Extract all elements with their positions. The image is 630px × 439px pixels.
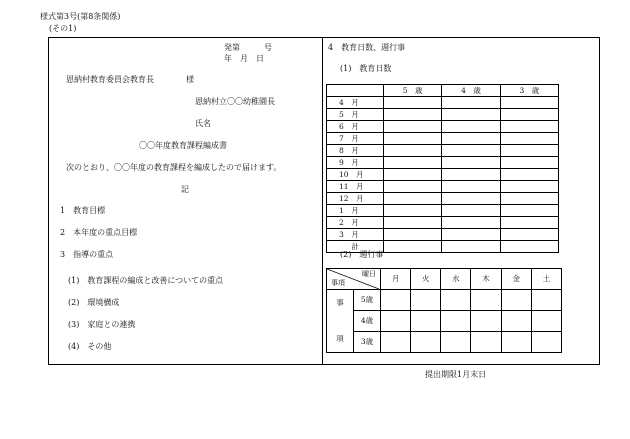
input-cell[interactable] <box>381 332 411 353</box>
input-cell[interactable] <box>500 229 558 241</box>
input-cell[interactable] <box>500 181 558 193</box>
input-cell[interactable] <box>500 169 558 181</box>
age-cell: 3歳 <box>354 332 381 353</box>
input-cell[interactable] <box>442 97 500 109</box>
row-group-bottom: 項 <box>336 334 344 343</box>
table-row <box>327 97 559 109</box>
document-title: 〇〇年度教育課程編成書 <box>139 141 227 150</box>
input-cell[interactable] <box>384 133 442 145</box>
input-cell[interactable] <box>500 241 558 253</box>
input-cell[interactable] <box>501 290 531 311</box>
day-header: 土 <box>531 269 561 290</box>
input-cell[interactable] <box>500 121 558 133</box>
input-cell[interactable] <box>442 169 500 181</box>
sub-item-environment: (2) 環境構成 <box>68 298 120 307</box>
table-row <box>327 229 559 241</box>
days-title: (1) 教育日数 <box>340 64 392 73</box>
input-cell[interactable] <box>411 290 441 311</box>
table-row <box>327 205 559 217</box>
issue-date: 年 月 日 <box>224 54 264 63</box>
row-group-label <box>327 290 354 353</box>
table-row <box>327 193 559 205</box>
input-cell[interactable] <box>531 290 561 311</box>
input-cell[interactable] <box>471 332 501 353</box>
body-text: 次のとおり、〇〇年度の教育課程を編成したので届けます。 <box>66 163 282 172</box>
month-cell: 3 月 <box>327 229 384 241</box>
month-cell: 8 月 <box>327 145 384 157</box>
month-cell: 4 月 <box>327 97 384 109</box>
corner-cell <box>327 269 381 290</box>
sender-name: 氏名 <box>195 119 211 128</box>
table-row <box>327 133 559 145</box>
day-header: 木 <box>471 269 501 290</box>
item-priority-goal: 2 本年度の重点目標 <box>60 228 138 237</box>
section-title: 4 教育日数、週行事 <box>328 43 406 52</box>
input-cell[interactable] <box>500 109 558 121</box>
table-row <box>327 157 559 169</box>
input-cell[interactable] <box>442 229 500 241</box>
input-cell[interactable] <box>442 133 500 145</box>
input-cell[interactable] <box>501 332 531 353</box>
input-cell[interactable] <box>442 181 500 193</box>
input-cell[interactable] <box>411 332 441 353</box>
weekly-events-table <box>326 268 562 353</box>
table-header-cell: 5 歳 <box>384 85 442 97</box>
input-cell[interactable] <box>442 241 500 253</box>
month-cell: 7 月 <box>327 133 384 145</box>
input-cell[interactable] <box>384 193 442 205</box>
table-header-cell: 3 歳 <box>500 85 558 97</box>
input-cell[interactable] <box>384 205 442 217</box>
table-row <box>327 121 559 133</box>
table-header-row <box>327 85 559 97</box>
input-cell[interactable] <box>442 145 500 157</box>
input-cell[interactable] <box>384 169 442 181</box>
input-cell[interactable] <box>500 157 558 169</box>
input-cell[interactable] <box>384 97 442 109</box>
month-cell: 9 月 <box>327 157 384 169</box>
education-days-table <box>326 84 559 253</box>
table-header-cell: 4 歳 <box>442 85 500 97</box>
input-cell[interactable] <box>384 229 442 241</box>
input-cell[interactable] <box>384 241 442 253</box>
month-cell: 6 月 <box>327 121 384 133</box>
input-cell[interactable] <box>442 109 500 121</box>
input-cell[interactable] <box>471 311 501 332</box>
input-cell[interactable] <box>441 311 471 332</box>
item-education-goal: 1 教育目標 <box>60 206 106 215</box>
input-cell[interactable] <box>381 311 411 332</box>
weekly-title: (2) 週行事 <box>340 250 384 259</box>
addressee: 恩納村教育委員会教育長 様 <box>66 75 194 84</box>
table-row <box>327 311 562 332</box>
table-header-cell <box>327 85 384 97</box>
input-cell[interactable] <box>384 157 442 169</box>
column-divider <box>322 37 323 365</box>
input-cell[interactable] <box>500 97 558 109</box>
input-cell[interactable] <box>442 193 500 205</box>
month-cell: 1 月 <box>327 205 384 217</box>
input-cell[interactable] <box>500 217 558 229</box>
table-row <box>327 145 559 157</box>
input-cell[interactable] <box>442 157 500 169</box>
table-row <box>327 181 559 193</box>
input-cell[interactable] <box>471 290 501 311</box>
age-cell: 4歳 <box>354 311 381 332</box>
sub-item-curriculum: (1) 教育課程の編成と改善についての重点 <box>68 276 224 285</box>
input-cell[interactable] <box>500 133 558 145</box>
input-cell[interactable] <box>500 205 558 217</box>
corner-top-label: 曜日 <box>362 270 376 278</box>
month-cell: 10 月 <box>327 169 384 181</box>
table-row <box>327 332 562 353</box>
month-cell: 2 月 <box>327 217 384 229</box>
input-cell[interactable] <box>442 121 500 133</box>
day-header: 金 <box>501 269 531 290</box>
input-cell[interactable] <box>384 181 442 193</box>
input-cell[interactable] <box>500 145 558 157</box>
table-row <box>327 217 559 229</box>
input-cell[interactable] <box>501 311 531 332</box>
input-cell[interactable] <box>441 290 471 311</box>
day-header: 火 <box>411 269 441 290</box>
age-cell: 5歳 <box>354 290 381 311</box>
issue-number: 発第 号 <box>224 43 272 52</box>
input-cell[interactable] <box>381 290 411 311</box>
input-cell[interactable] <box>442 205 500 217</box>
day-header: 月 <box>381 269 411 290</box>
input-cell[interactable] <box>384 109 442 121</box>
row-group-top: 事 <box>336 298 344 307</box>
sub-item-family: (3) 家庭との連携 <box>68 320 136 329</box>
day-header: 水 <box>441 269 471 290</box>
input-cell[interactable] <box>442 217 500 229</box>
sub-item-other: (4) その他 <box>68 342 112 351</box>
input-cell[interactable] <box>531 311 561 332</box>
form-number: 様式第3号(第8条関係) <box>40 12 121 21</box>
table-row <box>327 169 559 181</box>
input-cell[interactable] <box>384 217 442 229</box>
input-cell[interactable] <box>500 193 558 205</box>
sub-number: (その1) <box>49 24 77 33</box>
table-row <box>327 109 559 121</box>
month-cell: 11 月 <box>327 181 384 193</box>
input-cell[interactable] <box>384 145 442 157</box>
submission-deadline: 提出期限1月末日 <box>425 370 487 379</box>
month-cell: 5 月 <box>327 109 384 121</box>
table-header-row <box>327 269 562 290</box>
input-cell[interactable] <box>411 311 441 332</box>
total-cell: 計 <box>327 241 384 253</box>
corner-bottom-label: 事項 <box>331 279 345 287</box>
input-cell[interactable] <box>441 332 471 353</box>
item-guidance-focus: 3 指導の重点 <box>60 250 114 259</box>
month-cell: 12 月 <box>327 193 384 205</box>
table-row <box>327 290 562 311</box>
sender-title: 恩納村立〇〇幼稚園長 <box>195 97 275 106</box>
ki-mark: 記 <box>181 185 189 194</box>
input-cell[interactable] <box>384 121 442 133</box>
input-cell[interactable] <box>531 332 561 353</box>
